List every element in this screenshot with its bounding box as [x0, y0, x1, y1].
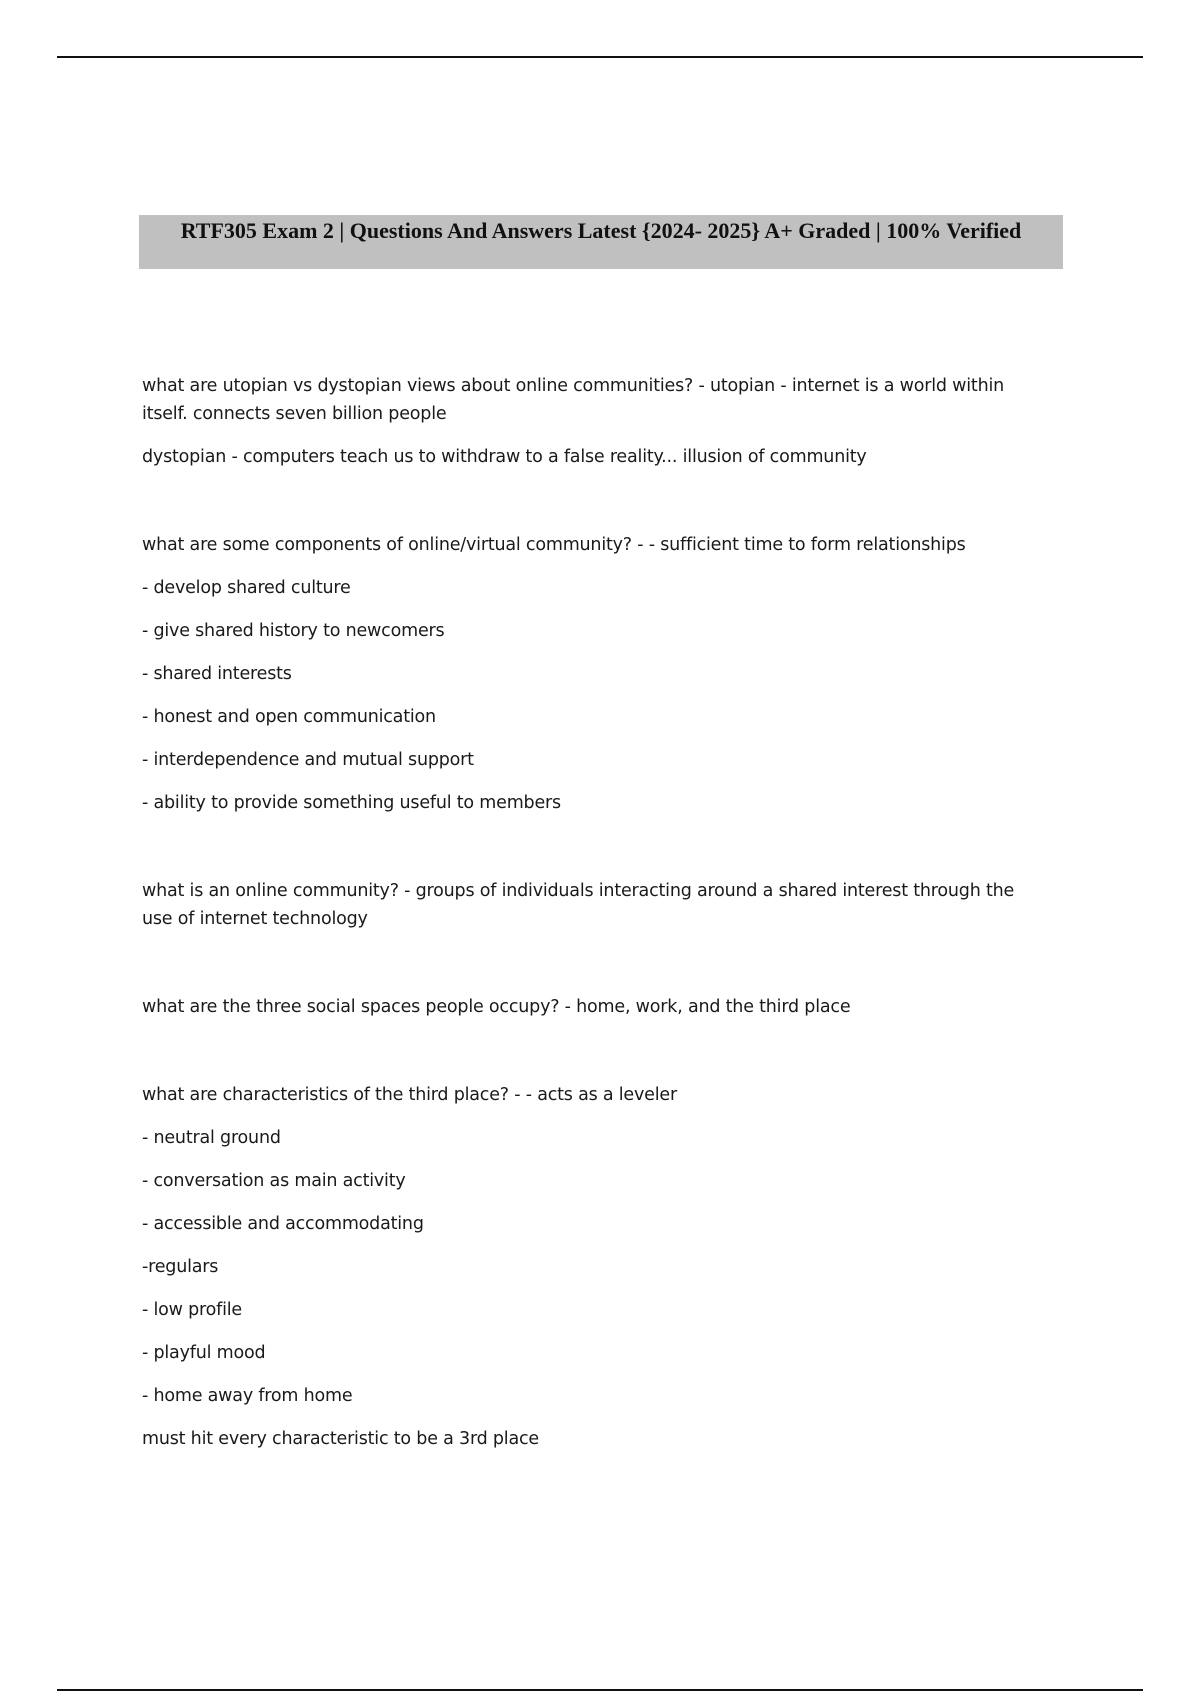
qa-block: [142, 372, 1042, 471]
qa-block: [142, 877, 1042, 933]
qa-block: [142, 531, 1042, 817]
answer-line: - ability to provide something useful to members: [142, 793, 561, 813]
answer-line: - honest and open communication: [142, 707, 436, 727]
answer-line: - playful mood: [142, 1343, 266, 1363]
answer-line: - shared interests: [142, 664, 292, 684]
header-rule: [57, 56, 1143, 58]
question-line: what are the three social spaces people occupy? - home, work, and the third place: [142, 997, 851, 1017]
qa-block: [142, 1081, 1042, 1453]
answer-line: - neutral ground: [142, 1128, 281, 1148]
question-line: what are characteristics of the third place? - - acts as a leveler: [142, 1085, 677, 1105]
question-line: what are some components of online/virtual community? - - sufficient time to form relationships: [142, 535, 966, 555]
footer-rule: [57, 1689, 1143, 1691]
answer-line: must hit every characteristic to be a 3rd place: [142, 1429, 539, 1449]
answer-line: - develop shared culture: [142, 578, 351, 598]
question-line: what is an online community? - groups of individuals interacting around a shared interest through the use of internet technology: [142, 881, 1015, 929]
answer-line: - conversation as main activity: [142, 1171, 406, 1191]
document-body: [142, 372, 1042, 1468]
answer-line: - give shared history to newcomers: [142, 621, 445, 641]
answer-line: - home away from home: [142, 1386, 353, 1406]
qa-block: [142, 993, 1042, 1021]
answer-line: dystopian - computers teach us to withdraw to a false reality... illusion of community: [142, 447, 867, 467]
answer-line: - accessible and accommodating: [142, 1214, 424, 1234]
question-line: what are utopian vs dystopian views about online communities? - utopian - internet is a world within itself. connects seven billion people: [142, 376, 1005, 424]
answer-line: - low profile: [142, 1300, 242, 1320]
answer-line: -regulars: [142, 1257, 219, 1277]
answer-line: - interdependence and mutual support: [142, 750, 474, 770]
document-title: RTF305 Exam 2 | Questions And Answers Latest {2024- 2025} A+ Graded | 100% Verified: [139, 215, 1063, 269]
